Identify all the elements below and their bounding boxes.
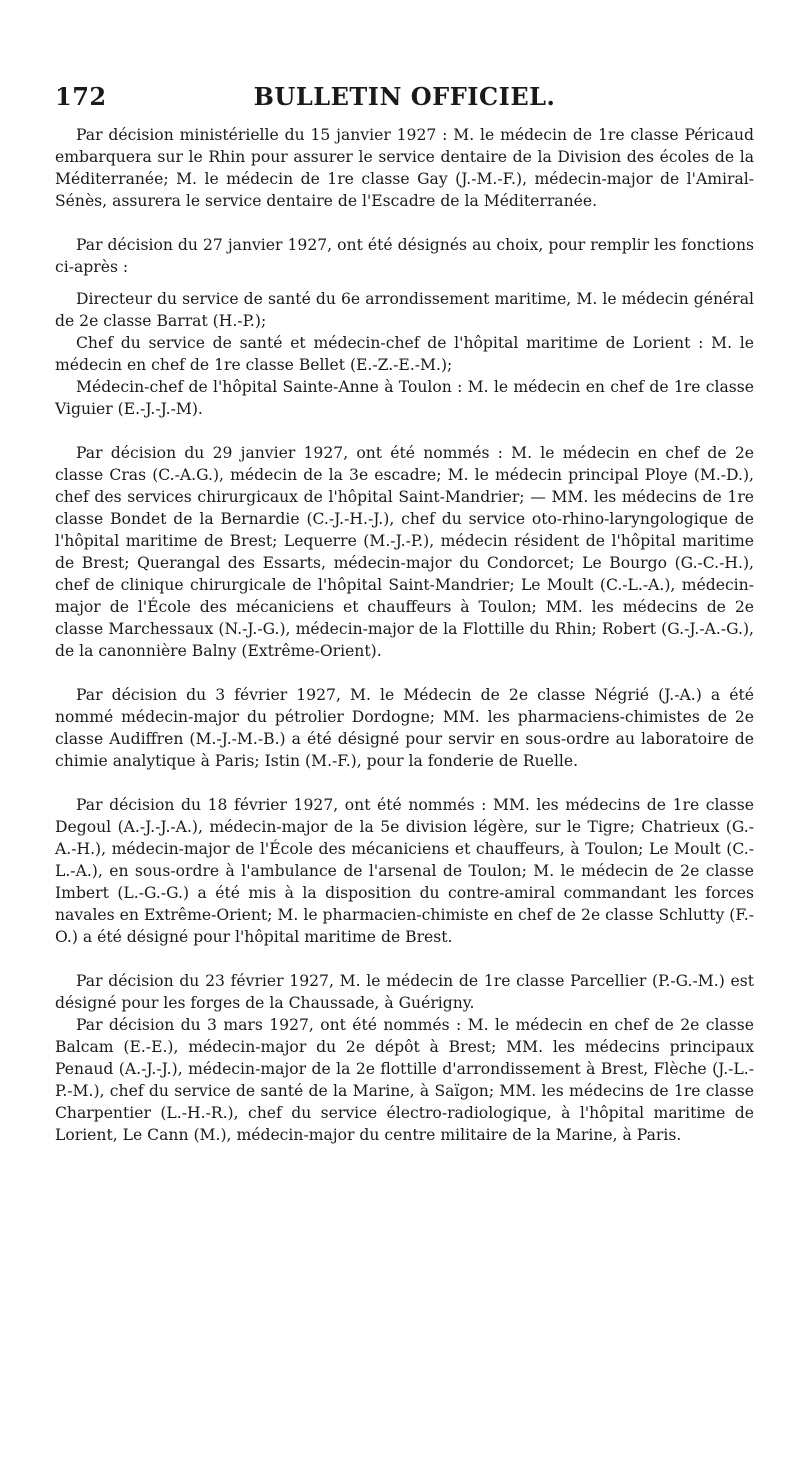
paragraph-1: Par décision ministérielle du 15 janvier 1927 : M. le médecin de 1re classe Péricaud embarquera sur le Rhin pour assurer le service dentaire de la Division des écoles de la Méditerranée; M. le médecin de 1re classe Gay (J.-M.-F.), médecin-major de l'Amiral-Sénès, assurera le service dentaire de l'Escadre de la Méditerranée. xyxy=(55,126,754,210)
paragraph-2: Par décision du 27 janvier 1927, ont été désignés au choix, pour remplir les fonctions ci-après : xyxy=(55,236,754,276)
paragraph-8: Par décision du 18 février 1927, ont été nommés : MM. les médecins de 1re classe Degoul (A.-J.-J.-A.), médecin-major de la 5e division légère, sur le Tigre; Chatrieux (G.-A.-H.), médecin-major de l'École des mécaniciens et chauffeurs, à Toulon; Le Moult (C.-L.-A.), en sous-ordre à l'ambulance de l'arsenal de Toulon; M. le médecin de 2e classe Imbert (L.-G.-G.) a été mis à la disposition du contre-amiral commandant les forces navales en Extrême-Orient; M. le pharmacien-chimiste en chef de 2e classe Schlutty (F.-O.) a été désigné pour l'hôpital maritime de Brest. xyxy=(55,796,754,946)
paragraph-6: Par décision du 29 janvier 1927, ont été nommés : M. le médecin en chef de 2e classe Cras (C.-A.G.), médecin de la 3e escadre; M. le médecin principal Ploye (M.-D.), chef des services chirurgicaux de l'hôpital Saint-Mandrier; — MM. les médecins de 1re classe Bondet de la Bernardie (C.-J.-H.-J.), chef du service oto-rhino-laryngologique de l'hôpital maritime de Brest; Lequerre (M.-J.-P.), médecin résident de l'hôpital maritime de Brest; Querangal des Essarts, médecin-major du Condorcet; Le Bourgo (G.-C.-H.), chef de clinique chirurgicale de l'hôpital Saint-Mandrier; Le Moult (C.-L.-A.), médecin-major de l'École des mécaniciens et chauffeurs à Toulon; MM. les médecins de 2e classe Marchessaux (N.-J.-G.), médecin-major de la Flottille du Rhin; Robert (G.-J.-A.-G.), de la canonnière Balny (Extrême-Orient). xyxy=(55,444,754,660)
paragraph-4: Chef du service de santé et médecin-chef de l'hôpital maritime de Lorient : M. le médecin en chef de 1re classe Bellet (E.-Z.-E.-M.); xyxy=(55,334,754,374)
paragraph-10: Par décision du 3 mars 1927, ont été nommés : M. le médecin en chef de 2e classe Balcam (E.-E.), médecin-major du 2e dépôt à Brest; MM. les médecins principaux Penaud (A.-J.-J.), médecin-major de la 2e flottille d'arrondissement à Brest, Flèche (J.-L.-P.-M.), chef du service de santé de la Marine, à Saïgon; MM. les médecins de 1re classe Charpentier (L.-H.-R.), chef du service électro-radiologique, à l'hôpital maritime de Lorient, Le Cann (M.), médecin-major du centre militaire de la Marine, à Paris. xyxy=(55,1016,754,1144)
page-header xyxy=(55,82,754,112)
paragraph-7: Par décision du 3 février 1927, M. le Médecin de 2e classe Négrié (J.-A.) a été nommé médecin-major du pétrolier Dordogne; MM. les pharmaciens-chimistes de 2e classe Audiffren (M.-J.-M.-B.) a été désigné pour servir en sous-ordre au laboratoire de chimie analytique à Paris; Istin (M.-F.), pour la fonderie de Ruelle. xyxy=(55,686,754,770)
page-number: 172 xyxy=(55,82,107,111)
body-text xyxy=(55,124,754,1146)
paragraph-3: Directeur du service de santé du 6e arrondissement maritime, M. le médecin général de 2e classe Barrat (H.-P.); xyxy=(55,290,754,330)
paragraph-9: Par décision du 23 février 1927, M. le médecin de 1re classe Parcellier (P.-G.-M.) est désigné pour les forges de la Chaussade, à Guérigny. xyxy=(55,972,754,1012)
running-title: BULLETIN OFFICIEL. xyxy=(253,82,556,111)
paragraph-5: Médecin-chef de l'hôpital Sainte-Anne à Toulon : M. le médecin en chef de 1re classe Viguier (E.-J.-J.-M). xyxy=(55,378,754,418)
